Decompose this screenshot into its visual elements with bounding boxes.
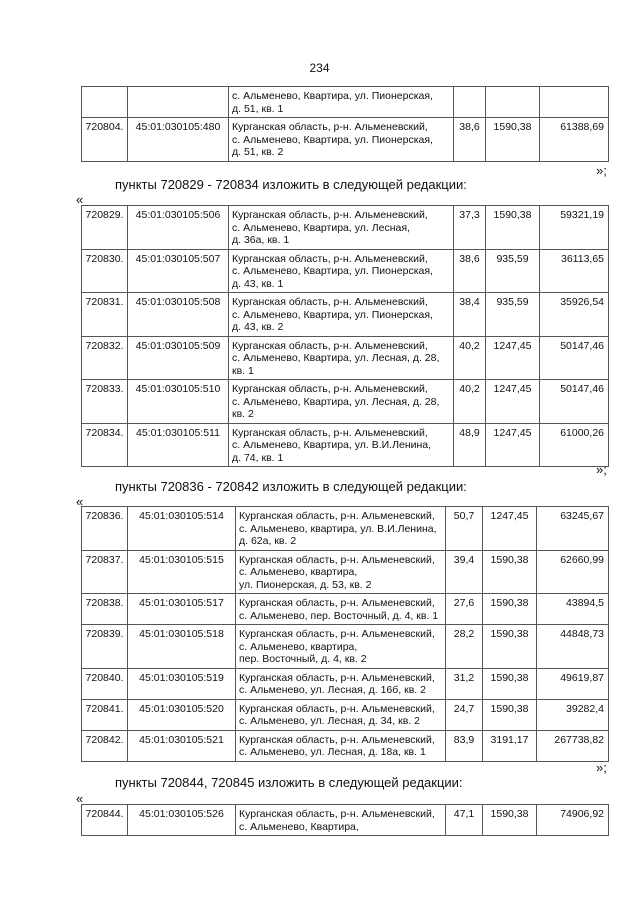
rate: 1590,38 xyxy=(483,625,537,669)
address-line: Курганская область, р-н. Альменевский, xyxy=(239,628,435,640)
address xyxy=(229,336,454,380)
address-line: с. Альменево, Квартира, ул. Лесная, д. 28, xyxy=(232,352,440,364)
area: 28,2 xyxy=(446,625,483,669)
address xyxy=(236,507,446,551)
rate: 1590,38 xyxy=(483,550,537,594)
cadastral-value: 50147,46 xyxy=(540,380,609,424)
cadastral-number: 45:01:030105:506 xyxy=(128,206,229,250)
item-number: 720834. xyxy=(82,423,128,467)
cadastral-value: 43894,5 xyxy=(537,594,609,625)
cadastral-number: 45:01:030105:514 xyxy=(128,507,236,551)
address xyxy=(236,625,446,669)
cadastral-number: 45:01:030105:518 xyxy=(128,625,236,669)
address-line: с. Альменево, ул. Лесная, д. 18а, кв. 1 xyxy=(239,746,426,758)
address-line: д. 43, кв. 2 xyxy=(232,321,284,333)
table-row xyxy=(82,249,609,293)
address xyxy=(229,293,454,337)
cadastral-value: 35926,54 xyxy=(540,293,609,337)
area: 27,6 xyxy=(446,594,483,625)
opening-quote: « xyxy=(76,192,84,207)
item-number xyxy=(82,87,128,118)
cadastral-number: 45:01:030105:517 xyxy=(128,594,236,625)
cadastral-value: 61000,26 xyxy=(540,423,609,467)
address-line: д. 51, кв. 1 xyxy=(232,102,284,115)
address-line: с. Альменево, Квартира, ул. Пионерская, xyxy=(232,308,433,321)
address xyxy=(229,249,454,293)
table-row xyxy=(82,625,609,669)
table-row xyxy=(82,336,609,380)
address-line: Курганская область, р-н. Альменевский, xyxy=(232,121,428,133)
cadastral-number: 45:01:030105:519 xyxy=(128,668,236,699)
address-line: Курганская область, р-н. Альменевский, xyxy=(239,733,435,746)
area: 38,6 xyxy=(454,118,486,162)
address-line: с. Альменево, Квартира, ул. В.И.Ленина, xyxy=(232,439,432,451)
rate: 1590,38 xyxy=(486,206,540,250)
address-line: Курганская область, р-н. Альменевский, xyxy=(232,209,428,221)
closing-quote: »; xyxy=(596,163,607,178)
table-row xyxy=(82,699,609,730)
table-row xyxy=(82,507,609,551)
amendment-instruction: пункты 720844, 720845 изложить в следующей редакции: xyxy=(115,775,463,790)
table-row xyxy=(82,805,609,836)
address-line: Курганская область, р-н. Альменевский, xyxy=(232,426,428,439)
opening-quote: « xyxy=(76,494,84,509)
address-line: с. Альменево, Квартира, ул. Пионерская, xyxy=(232,133,433,146)
cadastral-number xyxy=(128,87,229,118)
cadastral-number: 45:01:030105:526 xyxy=(128,805,236,836)
table-row xyxy=(82,206,609,250)
cadastral-value: 62660,99 xyxy=(537,550,609,594)
address-line: Курганская область, р-н. Альменевский, xyxy=(232,383,428,395)
address xyxy=(236,594,446,625)
address-line: с. Альменево, ул. Лесная, д. 16б, кв. 2 xyxy=(239,684,426,696)
area: 48,9 xyxy=(454,423,486,467)
cadastral-number: 45:01:030105:510 xyxy=(128,380,229,424)
cadastral-value: 39282,4 xyxy=(537,699,609,730)
item-number: 720837. xyxy=(82,550,128,594)
item-number: 720840. xyxy=(82,668,128,699)
cadastral-value xyxy=(540,87,609,118)
cadastral-value: 74906,92 xyxy=(537,805,609,836)
item-number: 720832. xyxy=(82,336,128,380)
rate: 935,59 xyxy=(486,249,540,293)
address-line: с. Альменево, Квартира, ул. Лесная, xyxy=(232,221,410,234)
cadastral-value: 61388,69 xyxy=(540,118,609,162)
address xyxy=(236,805,446,836)
area: 39,4 xyxy=(446,550,483,594)
opening-quote: « xyxy=(76,791,84,806)
item-number: 720829. xyxy=(82,206,128,250)
address-line: с. Альменево, ул. Лесная, д. 34, кв. 2 xyxy=(239,715,420,727)
address xyxy=(229,380,454,424)
address xyxy=(236,550,446,594)
cadastral-number: 45:01:030105:507 xyxy=(128,249,229,293)
address xyxy=(229,423,454,467)
address-line: д. 74, кв. 1 xyxy=(232,451,284,464)
area: 37,3 xyxy=(454,206,486,250)
address-line: с. Альменево, квартира, xyxy=(239,566,358,578)
cadastral-number: 45:01:030105:480 xyxy=(128,118,229,162)
cadastral-number: 45:01:030105:509 xyxy=(128,336,229,380)
table-row xyxy=(82,87,609,118)
address-line: кв. 2 xyxy=(232,408,254,420)
property-table-2 xyxy=(81,205,609,467)
table-row xyxy=(82,423,609,467)
cadastral-number: 45:01:030105:520 xyxy=(128,699,236,730)
cadastral-value: 44848,73 xyxy=(537,625,609,669)
rate: 1247,45 xyxy=(483,507,537,551)
address-line: с. Альменево, пер. Восточный, д. 4, кв. 1 xyxy=(239,609,439,622)
address xyxy=(236,668,446,699)
item-number: 720842. xyxy=(82,730,128,761)
address-line: с. Альменево, Квартира, ул. Пионерская, xyxy=(232,90,433,102)
address-line: Курганская область, р-н. Альменевский, xyxy=(239,597,435,609)
address-line: д. 43, кв. 1 xyxy=(232,277,284,290)
cadastral-value: 49619,87 xyxy=(537,668,609,699)
rate: 1590,38 xyxy=(483,699,537,730)
cadastral-number: 45:01:030105:521 xyxy=(128,730,236,761)
address xyxy=(236,699,446,730)
address-line: с. Альменево, квартира, xyxy=(239,640,358,653)
amendment-instruction: пункты 720829 - 720834 изложить в следующей редакции: xyxy=(115,177,467,192)
cadastral-value: 63245,67 xyxy=(537,507,609,551)
area: 24,7 xyxy=(446,699,483,730)
address xyxy=(229,87,454,118)
address-line: Курганская область, р-н. Альменевский, xyxy=(239,808,435,820)
address-line: ул. Пионерская, д. 53, кв. 2 xyxy=(239,578,372,591)
address xyxy=(229,206,454,250)
area xyxy=(454,87,486,118)
cadastral-value: 267738,82 xyxy=(537,730,609,761)
rate: 1247,45 xyxy=(486,423,540,467)
table-row xyxy=(82,293,609,337)
address-line: д. 62а, кв. 2 xyxy=(239,535,297,547)
address-line: с. Альменево, Квартира, ул. Пионерская, xyxy=(232,265,433,277)
closing-quote: »; xyxy=(596,760,607,775)
area: 83,9 xyxy=(446,730,483,761)
address-line: с. Альменево, Квартира, xyxy=(239,820,359,833)
address-line: Курганская область, р-н. Альменевский, xyxy=(232,252,428,265)
cadastral-value: 59321,19 xyxy=(540,206,609,250)
address-line: Курганская область, р-н. Альменевский, xyxy=(239,553,435,566)
address xyxy=(236,730,446,761)
area: 31,2 xyxy=(446,668,483,699)
item-number: 720836. xyxy=(82,507,128,551)
address-line: Курганская область, р-н. Альменевский, xyxy=(239,510,435,522)
rate: 1247,45 xyxy=(486,336,540,380)
address xyxy=(229,118,454,162)
table-row xyxy=(82,594,609,625)
cadastral-value: 50147,46 xyxy=(540,336,609,380)
table-row xyxy=(82,730,609,761)
area: 40,2 xyxy=(454,336,486,380)
area: 38,4 xyxy=(454,293,486,337)
table-row xyxy=(82,118,609,162)
rate: 1590,38 xyxy=(483,668,537,699)
item-number: 720833. xyxy=(82,380,128,424)
rate: 3191,17 xyxy=(483,730,537,761)
item-number: 720831. xyxy=(82,293,128,337)
address-line: Курганская область, р-н. Альменевский, xyxy=(239,702,435,715)
address-line: Курганская область, р-н. Альменевский, xyxy=(239,671,435,684)
page-number: 234 xyxy=(309,61,330,75)
address-line: пер. Восточный, д. 4, кв. 2 xyxy=(239,653,367,665)
item-number: 720804. xyxy=(82,118,128,162)
cadastral-number: 45:01:030105:508 xyxy=(128,293,229,337)
item-number: 720830. xyxy=(82,249,128,293)
amendment-instruction: пункты 720836 - 720842 изложить в следующей редакции: xyxy=(115,479,467,494)
area: 50,7 xyxy=(446,507,483,551)
table-row xyxy=(82,380,609,424)
address-line: с. Альменево, Квартира, ул. Лесная, д. 28, xyxy=(232,395,440,408)
rate: 1590,38 xyxy=(486,118,540,162)
cadastral-number: 45:01:030105:511 xyxy=(128,423,229,467)
address-line: кв. 1 xyxy=(232,364,254,377)
address-line: Курганская область, р-н. Альменевский, xyxy=(232,296,428,308)
rate: 935,59 xyxy=(486,293,540,337)
area: 40,2 xyxy=(454,380,486,424)
rate xyxy=(486,87,540,118)
property-table-4 xyxy=(81,804,609,836)
property-table-1 xyxy=(81,86,609,162)
closing-quote: »; xyxy=(596,462,607,477)
item-number: 720838. xyxy=(82,594,128,625)
item-number: 720841. xyxy=(82,699,128,730)
area: 47,1 xyxy=(446,805,483,836)
table-row xyxy=(82,668,609,699)
item-number: 720839. xyxy=(82,625,128,669)
area: 38,6 xyxy=(454,249,486,293)
address-line: д. 51, кв. 2 xyxy=(232,146,284,158)
address-line: с. Альменево, квартира, ул. В.И.Ленина, xyxy=(239,522,437,535)
property-table-3 xyxy=(81,506,609,762)
cadastral-number: 45:01:030105:515 xyxy=(128,550,236,594)
table-row xyxy=(82,550,609,594)
rate: 1590,38 xyxy=(483,805,537,836)
item-number: 720844. xyxy=(82,805,128,836)
address-line: Курганская область, р-н. Альменевский, xyxy=(232,339,428,352)
address-line: д. 36а, кв. 1 xyxy=(232,234,290,246)
cadastral-value: 36113,65 xyxy=(540,249,609,293)
rate: 1247,45 xyxy=(486,380,540,424)
rate: 1590,38 xyxy=(483,594,537,625)
